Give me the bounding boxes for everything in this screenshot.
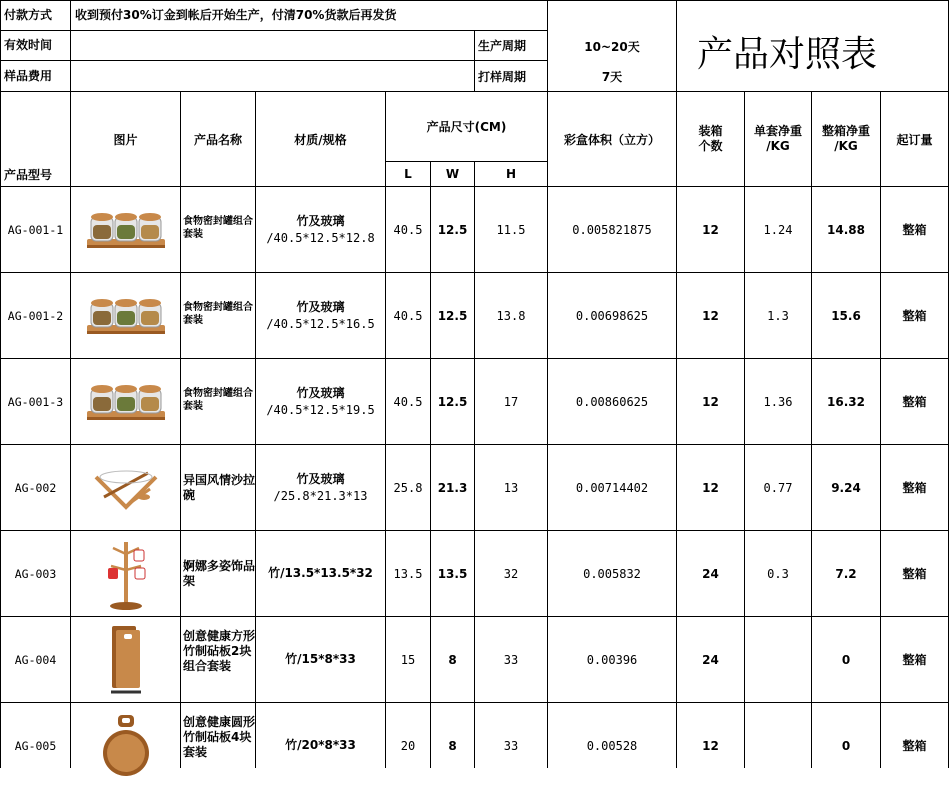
row-width: 8	[448, 652, 457, 667]
row-carton-weight: 7.2	[835, 566, 857, 581]
row-material	[256, 359, 385, 444]
row-model: AG-001-1	[7, 222, 64, 237]
grid-line	[0, 30, 548, 31]
round-board-icon	[101, 713, 151, 779]
row-material-line1: 竹/15*8*33	[285, 652, 356, 666]
col-model-header: 产品型号	[4, 168, 53, 182]
row-image	[71, 359, 180, 444]
jar-set-icon	[81, 291, 171, 341]
sample-cycle-value: 7天	[601, 69, 623, 84]
row-width: 13.5	[437, 566, 468, 581]
col-h-header: H	[505, 167, 517, 181]
col-carton-weight-line1: 整箱净重	[821, 124, 870, 138]
row-model: AG-002	[14, 480, 57, 495]
valid-time-label: 有效时间	[4, 38, 53, 52]
col-material-header: 材质/规格	[294, 132, 347, 147]
row-moq: 整箱	[902, 739, 927, 753]
col-l-header: L	[404, 167, 412, 181]
col-carton-weight-line2: /KG	[834, 139, 858, 153]
row-material-line1: 竹及玻璃	[296, 213, 345, 228]
payment-label: 付款方式	[4, 8, 53, 22]
sample-fee-label: 样品费用	[4, 69, 53, 83]
row-width: 12.5	[437, 394, 468, 409]
row-material-line1: 竹/13.5*13.5*32	[268, 566, 373, 580]
row-unit-weight: 0.3	[767, 566, 789, 581]
row-height: 13	[503, 480, 519, 495]
row-carton-weight: 0	[841, 652, 851, 667]
row-length: 40.5	[393, 222, 423, 237]
row-material	[256, 703, 385, 788]
row-pack-count: 24	[702, 566, 719, 581]
row-material-line2: /40.5*12.5*16.5	[266, 316, 375, 331]
row-width: 12.5	[437, 222, 468, 237]
row-carton-weight: 0	[841, 738, 851, 753]
row-unit-weight: 1.36	[763, 394, 793, 409]
production-cycle-label: 生产周期	[478, 39, 527, 53]
row-volume: 0.005821875	[572, 222, 652, 237]
row-material-line2: /40.5*12.5*19.5	[266, 402, 375, 417]
row-material-line1: 竹及玻璃	[296, 299, 345, 314]
row-carton-weight: 16.32	[827, 394, 865, 409]
row-image	[71, 187, 180, 272]
row-name: 创意健康方形竹制砧板2块组合套装	[183, 629, 256, 673]
row-height: 17	[503, 394, 519, 409]
row-material-line1: 竹及玻璃	[296, 385, 345, 400]
row-image	[71, 531, 180, 616]
row-name: 创意健康圆形竹制砧板4块套装	[183, 715, 256, 759]
row-model: AG-004	[14, 652, 57, 667]
row-moq: 整箱	[902, 653, 927, 667]
row-material	[256, 445, 385, 530]
grid-line	[0, 60, 548, 61]
jar-set-icon	[81, 205, 171, 255]
row-name: 食物密封罐组合套装	[183, 388, 253, 412]
jar-set-icon	[81, 377, 171, 427]
row-length: 25.8	[393, 480, 423, 495]
row-height: 32	[503, 566, 519, 581]
row-volume: 0.00396	[586, 652, 638, 667]
mug-tree-icon	[101, 536, 151, 612]
col-volume-header: 彩盒体积（立方）	[563, 132, 660, 147]
row-volume: 0.00528	[586, 738, 638, 753]
col-unit-weight-line1: 单套净重	[753, 124, 802, 138]
col-size-header: 产品尺寸(CM)	[426, 120, 507, 134]
row-pack-count: 12	[702, 480, 719, 495]
row-moq: 整箱	[902, 309, 927, 323]
grid-line	[180, 91, 181, 768]
row-material	[256, 187, 385, 272]
row-material	[256, 531, 385, 616]
col-moq-header: 起订量	[896, 132, 933, 147]
col-pack-line1: 装箱	[698, 124, 723, 138]
row-pack-count: 12	[702, 738, 719, 753]
row-moq: 整箱	[902, 567, 927, 581]
row-material-line2: /40.5*12.5*12.8	[266, 230, 375, 245]
row-unit-weight	[745, 703, 811, 788]
row-material	[256, 273, 385, 358]
row-name: 食物密封罐组合套装	[183, 216, 253, 240]
row-unit-weight: 1.24	[763, 222, 793, 237]
row-moq: 整箱	[902, 395, 927, 409]
row-unit-weight	[745, 617, 811, 702]
row-image	[71, 445, 180, 530]
row-unit-weight: 0.77	[763, 480, 793, 495]
row-name: 婀娜多姿饰品架	[183, 559, 256, 588]
row-width: 8	[448, 738, 457, 753]
salad-bowl-icon	[86, 463, 166, 513]
grid-line	[70, 30, 71, 91]
row-pack-count: 12	[702, 394, 719, 409]
row-volume: 0.00860625	[575, 394, 649, 409]
row-image	[71, 273, 180, 358]
square-board-icon	[101, 622, 151, 698]
row-name: 食物密封罐组合套装	[183, 302, 253, 326]
row-height: 11.5	[496, 222, 526, 237]
row-volume: 0.00714402	[575, 480, 649, 495]
row-volume: 0.00698625	[575, 308, 649, 323]
row-pack-count: 12	[702, 308, 719, 323]
grid-line	[0, 0, 949, 1]
col-pack-header	[677, 92, 744, 186]
payment-value: 收到预付30%订金到帐后开始生产，付清70%货款后再发货	[75, 8, 397, 22]
col-w-header: W	[445, 167, 460, 181]
col-unit-weight-line2: /KG	[766, 139, 790, 153]
row-model: AG-005	[14, 738, 57, 753]
row-image	[71, 617, 180, 702]
col-name-header: 产品名称	[193, 132, 242, 147]
col-pack-line2: 个数	[698, 139, 723, 153]
row-image	[71, 703, 180, 788]
col-image-header: 图片	[113, 132, 138, 147]
row-width: 12.5	[437, 308, 468, 323]
row-length: 20	[400, 738, 416, 753]
row-model: AG-001-2	[7, 308, 64, 323]
row-height: 13.8	[496, 308, 526, 323]
row-unit-weight: 1.3	[767, 308, 789, 323]
row-pack-count: 12	[702, 222, 719, 237]
row-material-line1: 竹/20*8*33	[285, 738, 356, 752]
row-material-line2: /25.8*21.3*13	[273, 488, 368, 503]
row-length: 40.5	[393, 394, 423, 409]
row-material-line1: 竹及玻璃	[296, 471, 345, 486]
row-length: 13.5	[393, 566, 423, 581]
sample-cycle-label: 打样周期	[478, 70, 527, 84]
grid-line	[70, 0, 71, 30]
row-length: 40.5	[393, 308, 423, 323]
row-height: 33	[503, 738, 519, 753]
row-length: 15	[400, 652, 416, 667]
production-cycle-value: 10~20天	[584, 39, 640, 54]
row-moq: 整箱	[902, 223, 927, 237]
row-moq: 整箱	[902, 481, 927, 495]
row-name: 异国风情沙拉碗	[183, 473, 256, 502]
row-volume: 0.005832	[583, 566, 641, 581]
row-model: AG-003	[14, 566, 57, 581]
grid-line	[474, 30, 475, 91]
row-pack-count: 24	[702, 652, 719, 667]
row-material	[256, 617, 385, 702]
row-width: 21.3	[437, 480, 468, 495]
page-title: 产品对照表	[697, 34, 878, 75]
col-carton-weight-header	[812, 92, 880, 186]
row-height: 33	[503, 652, 519, 667]
col-unit-weight-header	[745, 92, 811, 186]
row-carton-weight: 15.6	[831, 308, 861, 323]
row-carton-weight: 14.88	[827, 222, 865, 237]
row-carton-weight: 9.24	[831, 480, 861, 495]
row-model: AG-001-3	[7, 394, 64, 409]
